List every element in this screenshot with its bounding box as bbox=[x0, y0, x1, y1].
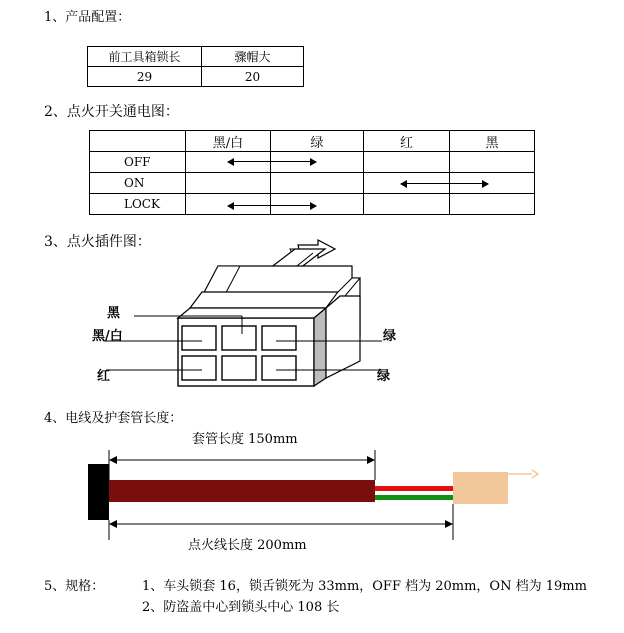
label-black: 黑 bbox=[107, 306, 121, 321]
table-row bbox=[88, 47, 304, 67]
section1-heading: 1、产品配置： bbox=[44, 10, 131, 25]
on-connection-arrow bbox=[401, 183, 488, 184]
wire-green bbox=[375, 495, 453, 500]
spec-line-1: 1、车头锁套 16，锁舌锁死为 33mm，OFF 档为 20mm，ON 档为 19mm bbox=[142, 579, 587, 594]
spec-line-2: 2、防盗盖中心到锁头中心 108 长 bbox=[142, 600, 340, 615]
table-row bbox=[88, 67, 304, 87]
table-cell bbox=[271, 173, 364, 194]
table-header-cell: 骤帽大 bbox=[202, 47, 304, 67]
section2-heading: 2、点火开关通电图： bbox=[44, 104, 179, 120]
product-config-table bbox=[87, 46, 304, 87]
table-header-cell: 黑/白 bbox=[186, 131, 271, 152]
table-header-cell: 红 bbox=[364, 131, 450, 152]
table-cell bbox=[271, 194, 364, 215]
table-header-cell: 前工具箱锁长 bbox=[88, 47, 202, 67]
row-label: OFF bbox=[90, 152, 186, 173]
label-green-top: 绿 bbox=[383, 329, 397, 344]
connector-diagram bbox=[90, 236, 410, 396]
table-header-cell: 黑 bbox=[450, 131, 535, 152]
table-row bbox=[90, 131, 535, 152]
wire-length-label: 点火线长度 200mm bbox=[188, 538, 307, 553]
wire-diagram bbox=[80, 440, 550, 550]
table-cell bbox=[364, 194, 450, 215]
label-black-white: 黑/白 bbox=[92, 329, 123, 344]
table-cell bbox=[186, 173, 271, 194]
table-header-cell bbox=[90, 131, 186, 152]
label-green-bottom: 绿 bbox=[377, 369, 391, 384]
row-label: ON bbox=[90, 173, 186, 194]
label-red: 红 bbox=[97, 369, 111, 384]
section5-heading: 5、规格： bbox=[44, 579, 105, 594]
sleeve-length-label: 套管长度 150mm bbox=[192, 432, 298, 447]
table-cell: 20 bbox=[202, 67, 304, 87]
table-header-cell: 绿 bbox=[271, 131, 364, 152]
table-cell bbox=[364, 152, 450, 173]
wire-red bbox=[375, 486, 453, 491]
row-label: LOCK bbox=[90, 194, 186, 215]
off-connection-arrow bbox=[228, 161, 316, 162]
terminal bbox=[453, 472, 508, 504]
table-cell bbox=[450, 152, 535, 173]
sleeve bbox=[109, 480, 375, 502]
section3-heading: 3、点火插件图： bbox=[44, 234, 151, 250]
table-cell bbox=[450, 194, 535, 215]
section4-heading: 4、电线及护套管长度： bbox=[44, 411, 183, 426]
table-cell bbox=[271, 152, 364, 173]
table-cell: 29 bbox=[88, 67, 202, 87]
lock-connection-arrow bbox=[228, 205, 316, 206]
